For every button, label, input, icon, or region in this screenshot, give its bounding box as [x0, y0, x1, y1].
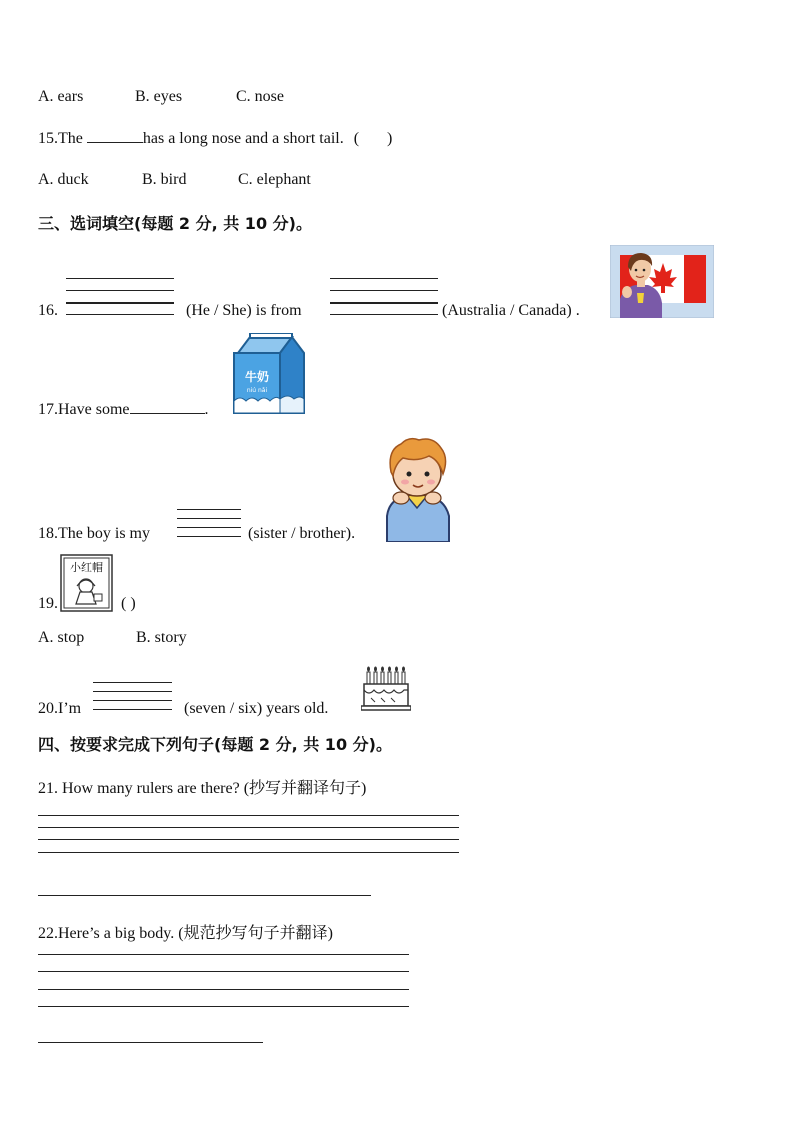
section-4-title: 四、按要求完成下列句子(每题 2 分, 共 10 分)。 — [38, 735, 392, 754]
q15-option-c: C. elephant — [238, 171, 311, 188]
q20-choice: (seven / six) years old. — [184, 700, 329, 717]
q17-blank[interactable] — [130, 413, 205, 414]
q19-option-a: A. stop — [38, 629, 85, 646]
q16-number: 16. — [38, 302, 58, 319]
q17-period: . — [204, 401, 209, 418]
boy-picture — [381, 436, 453, 542]
q15-option-b: B. bird — [142, 171, 187, 188]
q19-option-b: B. story — [136, 629, 187, 646]
q15-option-a: A. duck — [38, 171, 89, 188]
q18-text: 18.The boy is my — [38, 525, 150, 542]
q14-option-c: C. nose — [236, 88, 284, 105]
q15-text-before: The — [58, 130, 87, 147]
q20-text: 20.I’m — [38, 700, 82, 717]
q15-blank[interactable] — [87, 142, 143, 143]
birthday-cake-picture — [361, 666, 411, 714]
q15-text-after: has a long nose and a short tail. — [142, 130, 344, 147]
q19-number: 19. — [38, 595, 58, 612]
q15-question — [38, 130, 392, 148]
q16-choice-country: (Australia / Canada) . — [442, 302, 580, 319]
q21-text: 21. How many rulers are there? (抄写并翻译句子) — [38, 780, 367, 797]
q19-answer-paren[interactable]: ( ) — [121, 595, 136, 612]
q14-option-b: B. eyes — [135, 88, 183, 105]
q14-option-a: A. ears — [38, 88, 84, 105]
q22-text: 22.Here’s a big body. (规范抄写句子并翻译) — [38, 925, 333, 942]
section-3-title: 三、选词填空(每题 2 分, 共 10 分)。 — [38, 214, 312, 233]
q15-paren-open: ( — [353, 130, 360, 147]
milk-carton-pinyin: niú nǎi — [246, 387, 268, 394]
q22-translation-line[interactable] — [38, 1042, 263, 1043]
q15-paren-close: ) — [387, 130, 393, 147]
milk-carton-picture — [230, 333, 308, 417]
q18-choice: (sister / brother). — [248, 525, 356, 542]
canada-boy-picture — [610, 245, 714, 318]
milk-carton-label: 牛奶 — [244, 370, 270, 384]
storybook-title: 小红帽 — [70, 561, 103, 574]
q16-choice-pronoun: (He / She) is from — [186, 302, 302, 319]
q17-question — [38, 401, 209, 419]
storybook-picture — [60, 554, 113, 612]
q15-number: 15. — [38, 130, 58, 147]
q21-translation-line[interactable] — [38, 895, 371, 896]
q17-text: 17.Have some — [38, 401, 130, 418]
